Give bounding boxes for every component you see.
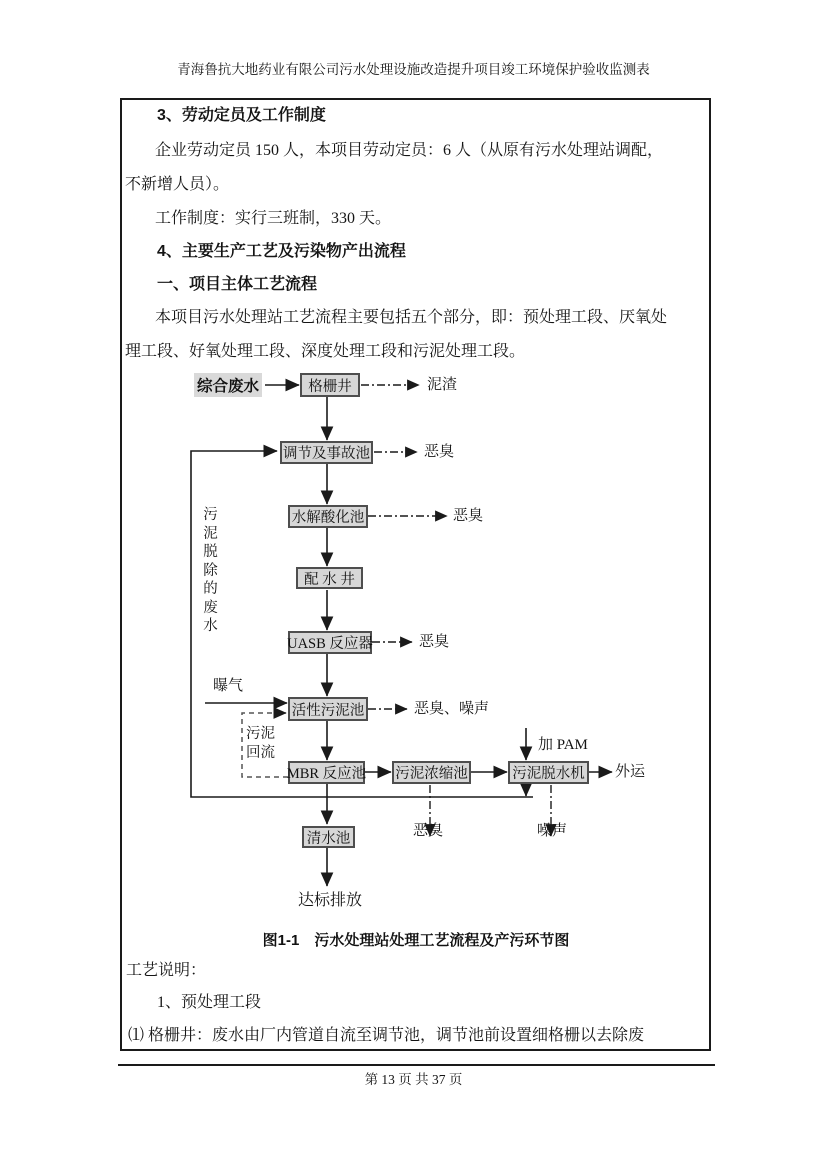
emission-screen-residue-label: 泥渣 xyxy=(427,377,458,393)
process-note-heading: 工艺说明： xyxy=(126,962,207,979)
flow-node-clear-water-tank: 清水池 xyxy=(302,826,355,848)
staffing-paragraph-line1: 企业劳动定员 150 人，本项目劳动定员：6 人（从原有污水处理站调配， xyxy=(155,142,664,159)
emission-odor-thickening-label: 恶臭 xyxy=(413,823,444,839)
flow-node-water-distribution-well: 配 水 井 xyxy=(296,567,363,589)
emission-odor-regulating-label: 恶臭 xyxy=(424,444,455,460)
add-pam-label: 加 PAM xyxy=(538,737,588,753)
section4-heading: 4、主要生产工艺及污染物产出流程 xyxy=(157,243,406,260)
flow-node-sludge-thickening-tank: 污泥浓缩池 xyxy=(392,761,471,784)
process-intro-line2: 理工段、好氧处理工段、深度处理工段和污泥处理工段。 xyxy=(125,343,526,360)
page-number: 第 13 页 共 37 页 xyxy=(364,1072,463,1087)
discharge-label: 达标排放 xyxy=(298,892,363,909)
section3-heading: 3、劳动定员及工作制度 xyxy=(157,107,326,124)
emission-odor-noise-activated-label: 恶臭、噪声 xyxy=(414,701,490,717)
emission-odor-uasb-label: 恶臭 xyxy=(419,634,450,650)
emission-noise-dewatering-label: 噪声 xyxy=(537,823,568,839)
flow-node-uasb-reactor: UASB 反应器 xyxy=(288,631,372,654)
flow-node-mbr-reactor: MBR 反应池 xyxy=(288,761,365,784)
flow-node-activated-sludge-tank: 活性污泥池 xyxy=(288,697,368,721)
flow-node-sludge-dewatering-machine: 污泥脱水机 xyxy=(508,761,589,784)
step1-text: ⑴ 格栅井：废水由厂内管道自流至调节池，调节池前设置细格栅以去除废 xyxy=(128,1027,645,1044)
subsection-heading: 一、项目主体工艺流程 xyxy=(157,276,318,293)
flow-source-label: 综合废水 xyxy=(194,373,262,397)
flow-node-regulating-accident-tank: 调节及事故池 xyxy=(280,441,373,464)
page-header-title: 青海鲁抗大地药业有限公司污水处理设施改造提升项目竣工环境保护验收监测表 xyxy=(177,62,650,77)
aeration-label: 曝气 xyxy=(213,678,244,694)
emission-odor-hydrolysis-label: 恶臭 xyxy=(453,508,484,524)
process-intro-line1: 本项目污水处理站工艺流程主要包括五个部分，即：预处理工段、厌氧处 xyxy=(155,309,668,326)
figure-caption: 图1-1 污水处理站处理工艺流程及产污环节图 xyxy=(262,932,570,949)
sludge-return-label: 污泥回流 xyxy=(246,726,275,761)
dewatered-wastewater-label: 污泥脱除的废水 xyxy=(203,507,218,634)
footer-divider xyxy=(118,1064,715,1066)
outbound-label: 外运 xyxy=(615,764,646,780)
step1-heading: 1、预处理工段 xyxy=(157,994,262,1011)
flow-node-grid-well: 格栅井 xyxy=(300,373,360,397)
flow-node-hydrolysis-acidification-tank: 水解酸化池 xyxy=(288,505,368,528)
staffing-paragraph-line2: 不新增人员）。 xyxy=(125,176,230,193)
work-system-paragraph: 工作制度：实行三班制，330 天。 xyxy=(155,210,392,227)
